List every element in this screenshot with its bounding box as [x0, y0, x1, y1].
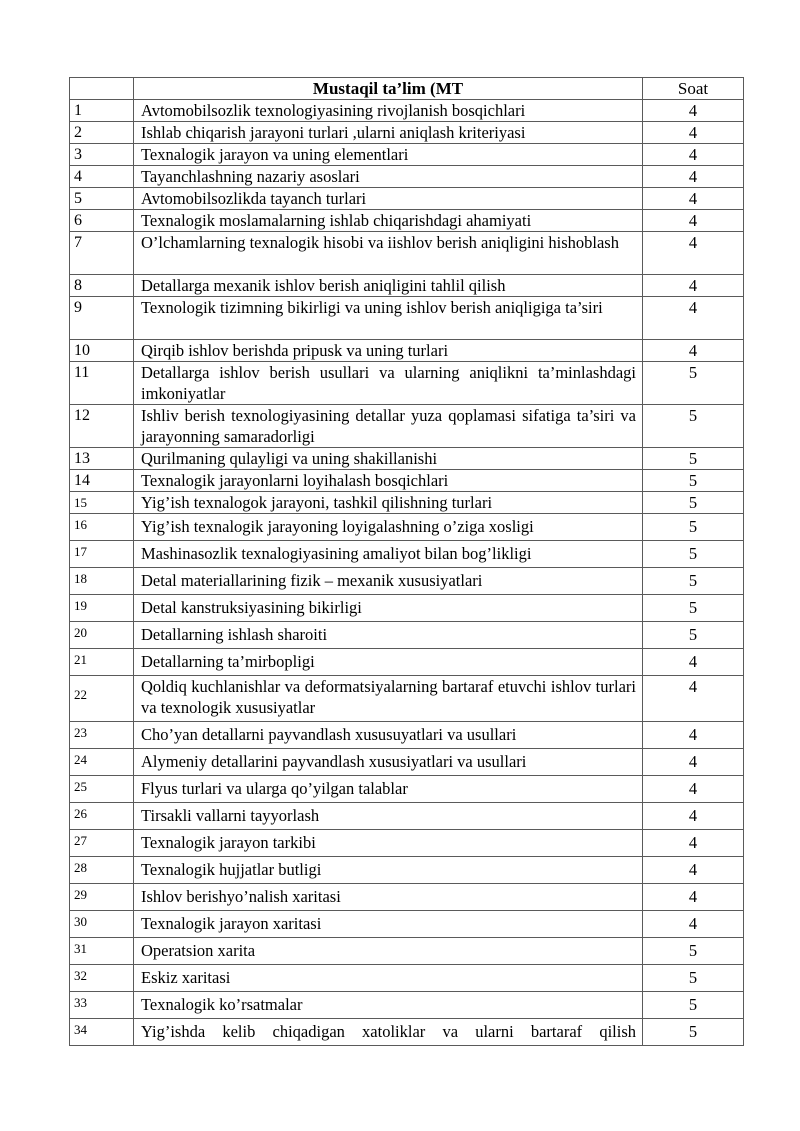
row-number: 18 — [70, 568, 134, 595]
row-number: 6 — [70, 210, 134, 232]
row-number: 27 — [70, 830, 134, 857]
row-topic: Texnalogik jarayon va uning elementlari — [134, 144, 643, 166]
row-topic: Mashinasozlik texnalogiyasining amaliyot bilan bog’likligi — [134, 541, 643, 568]
table-row — [70, 470, 744, 492]
table-row — [70, 122, 744, 144]
row-hours: 5 — [643, 470, 744, 492]
table-row — [70, 830, 744, 857]
row-hours: 4 — [643, 649, 744, 676]
table-row — [70, 492, 744, 514]
row-number: 10 — [70, 340, 134, 362]
header-topic: Mustaqil ta’lim (MT — [134, 78, 643, 100]
row-number: 26 — [70, 803, 134, 830]
row-number: 22 — [70, 676, 134, 722]
row-topic: Cho’yan detallarni payvandlash xususuyatlari va usullari — [134, 722, 643, 749]
table-row — [70, 100, 744, 122]
row-topic: Detal materiallarining fizik – mexanik xususiyatlari — [134, 568, 643, 595]
row-number: 9 — [70, 297, 134, 340]
row-topic: Avtomobilsozlikda tayanch turlari — [134, 188, 643, 210]
row-hours: 5 — [643, 405, 744, 448]
row-number: 15 — [70, 492, 134, 514]
row-hours: 5 — [643, 595, 744, 622]
row-hours: 4 — [643, 188, 744, 210]
row-hours: 5 — [643, 938, 744, 965]
table-row — [70, 297, 744, 340]
row-hours: 4 — [643, 232, 744, 275]
row-number: 16 — [70, 514, 134, 541]
table-row — [70, 803, 744, 830]
table-row — [70, 676, 744, 722]
row-topic: Ishlab chiqarish jarayoni turlari ,ularni aniqlash kriteriyasi — [134, 122, 643, 144]
row-hours: 5 — [643, 362, 744, 405]
row-number: 17 — [70, 541, 134, 568]
independent-study-table — [69, 77, 744, 1046]
row-topic: Yig’ish texnalogik jarayoning loyigalashning o’ziga xosligi — [134, 514, 643, 541]
table-row — [70, 722, 744, 749]
table-header-row — [70, 78, 744, 100]
row-hours: 4 — [643, 722, 744, 749]
row-topic: Yig’ish texnalogok jarayoni, tashkil qilishning turlari — [134, 492, 643, 514]
row-hours: 4 — [643, 803, 744, 830]
table-row — [70, 1019, 744, 1046]
row-number: 13 — [70, 448, 134, 470]
row-number: 24 — [70, 749, 134, 776]
table-row — [70, 166, 744, 188]
row-number: 12 — [70, 405, 134, 448]
row-topic: Detallarning ishlash sharoiti — [134, 622, 643, 649]
row-number: 21 — [70, 649, 134, 676]
row-topic: Texnalogik jarayonlarni loyihalash bosqichlari — [134, 470, 643, 492]
row-topic: Detal kanstruksiyasining bikirligi — [134, 595, 643, 622]
row-number: 33 — [70, 992, 134, 1019]
row-topic: Ishliv berish texnologiyasining detallar yuza qoplamasi sifatiga ta’siri va jarayonning samaradorligi — [134, 405, 643, 448]
row-hours: 5 — [643, 492, 744, 514]
table-row — [70, 749, 744, 776]
row-number: 4 — [70, 166, 134, 188]
row-hours: 5 — [643, 622, 744, 649]
row-topic: Detallarga ishlov berish usullari va ularning aniqlikni ta’minlashdagi imkoniyatlar — [134, 362, 643, 405]
row-topic: Texnalogik hujjatlar butligi — [134, 857, 643, 884]
table-row — [70, 649, 744, 676]
table-row — [70, 514, 744, 541]
table-row — [70, 595, 744, 622]
table-row — [70, 188, 744, 210]
row-number: 1 — [70, 100, 134, 122]
table-row — [70, 911, 744, 938]
row-topic: Ishlov berishyo’nalish xaritasi — [134, 884, 643, 911]
row-number: 23 — [70, 722, 134, 749]
row-number: 34 — [70, 1019, 134, 1046]
table-row — [70, 992, 744, 1019]
row-hours: 4 — [643, 884, 744, 911]
row-number: 11 — [70, 362, 134, 405]
row-hours: 4 — [643, 749, 744, 776]
table-row — [70, 448, 744, 470]
row-topic: Texnalogik jarayon tarkibi — [134, 830, 643, 857]
row-number: 8 — [70, 275, 134, 297]
row-hours: 5 — [643, 541, 744, 568]
row-topic: Tirsakli vallarni tayyorlash — [134, 803, 643, 830]
table-row — [70, 275, 744, 297]
row-topic: Qoldiq kuchlanishlar va deformatsiyalarning bartaraf etuvchi ishlov turlari va texnologik xususiyatlar — [134, 676, 643, 722]
row-hours: 5 — [643, 992, 744, 1019]
row-number: 32 — [70, 965, 134, 992]
row-hours: 4 — [643, 857, 744, 884]
row-topic: Detallarga mexanik ishlov berish aniqligini tahlil qilish — [134, 275, 643, 297]
row-hours: 4 — [643, 100, 744, 122]
row-number: 31 — [70, 938, 134, 965]
table-row — [70, 776, 744, 803]
row-topic: Texnalogik jarayon xaritasi — [134, 911, 643, 938]
row-number: 25 — [70, 776, 134, 803]
row-hours: 4 — [643, 210, 744, 232]
row-hours: 4 — [643, 144, 744, 166]
row-hours: 5 — [643, 965, 744, 992]
row-topic: Flyus turlari va ularga qo’yilgan talablar — [134, 776, 643, 803]
table-row — [70, 232, 744, 275]
row-topic: Texnologik tizimning bikirligi va uning ishlov berish aniqligiga ta’siri — [134, 297, 643, 340]
row-topic: Texnalogik ko’rsatmalar — [134, 992, 643, 1019]
table-row — [70, 144, 744, 166]
row-topic: Texnalogik moslamalarning ishlab chiqarishdagi ahamiyati — [134, 210, 643, 232]
table-row — [70, 938, 744, 965]
table-row — [70, 405, 744, 448]
table-row — [70, 568, 744, 595]
table-row — [70, 965, 744, 992]
header-number — [70, 78, 134, 100]
table-row — [70, 340, 744, 362]
row-hours: 4 — [643, 297, 744, 340]
row-topic: Eskiz xaritasi — [134, 965, 643, 992]
row-hours: 4 — [643, 275, 744, 297]
table-row — [70, 541, 744, 568]
row-topic: Yig’ishda kelib chiqadigan xatoliklar va ularni bartaraf qilish — [134, 1019, 643, 1046]
row-hours: 4 — [643, 830, 744, 857]
row-hours: 5 — [643, 514, 744, 541]
row-topic: Alymeniy detallarini payvandlash xususiyatlari va usullari — [134, 749, 643, 776]
row-number: 20 — [70, 622, 134, 649]
table-row — [70, 622, 744, 649]
header-hours: Soat — [643, 78, 744, 100]
row-number: 30 — [70, 911, 134, 938]
row-number: 5 — [70, 188, 134, 210]
row-topic: Operatsion xarita — [134, 938, 643, 965]
row-hours: 4 — [643, 676, 744, 722]
row-hours: 5 — [643, 1019, 744, 1046]
row-topic: Detallarning ta’mirbopligi — [134, 649, 643, 676]
row-hours: 4 — [643, 340, 744, 362]
row-number: 28 — [70, 857, 134, 884]
row-number: 7 — [70, 232, 134, 275]
row-number: 3 — [70, 144, 134, 166]
table-row — [70, 884, 744, 911]
row-hours: 5 — [643, 568, 744, 595]
row-topic: Avtomobilsozlik texnologiyasining rivojlanish bosqichlari — [134, 100, 643, 122]
row-number: 14 — [70, 470, 134, 492]
table-row — [70, 362, 744, 405]
row-hours: 4 — [643, 911, 744, 938]
row-topic: O’lchamlarning texnalogik hisobi va iishlov berish aniqligini hishoblash — [134, 232, 643, 275]
table-row — [70, 210, 744, 232]
row-number: 29 — [70, 884, 134, 911]
row-hours: 5 — [643, 448, 744, 470]
row-topic: Tayanchlashning nazariy asoslari — [134, 166, 643, 188]
row-hours: 4 — [643, 122, 744, 144]
row-topic: Qirqib ishlov berishda pripusk va uning turlari — [134, 340, 643, 362]
row-hours: 4 — [643, 776, 744, 803]
row-number: 19 — [70, 595, 134, 622]
row-topic: Qurilmaning qulayligi va uning shakillanishi — [134, 448, 643, 470]
row-hours: 4 — [643, 166, 744, 188]
table-row — [70, 857, 744, 884]
row-number: 2 — [70, 122, 134, 144]
